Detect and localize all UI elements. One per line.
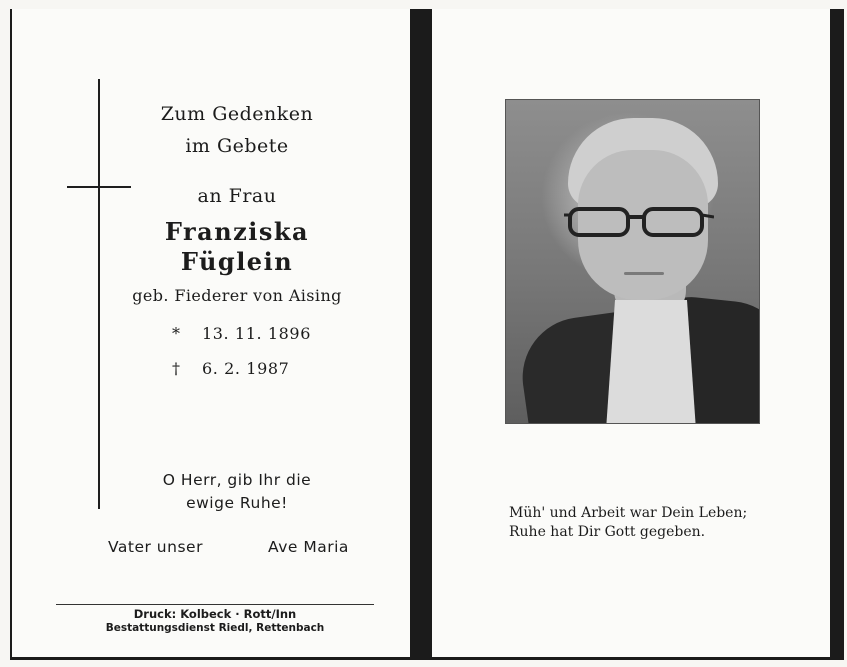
- birth-date: 13. 11. 1896: [202, 324, 311, 343]
- memorial-card-back: [432, 9, 830, 657]
- death-symbol: †: [172, 359, 181, 378]
- memorial-card-front: [12, 9, 410, 657]
- card-divider: [410, 9, 432, 659]
- prayer-hail-mary: Ave Maria: [268, 538, 349, 556]
- card-border-bottom: [10, 657, 844, 660]
- last-name: Füglein: [180, 247, 294, 276]
- printer-line: Druck: Kolbeck · Rott/Inn: [133, 607, 297, 621]
- prayer-line-1: O Herr, gib Ihr die: [162, 471, 312, 489]
- printer-divider: [56, 604, 374, 605]
- birth-date-row: [172, 324, 311, 343]
- death-date-row: [172, 359, 289, 378]
- verse-line-1: Müh' und Arbeit war Dein Leben;: [509, 505, 748, 521]
- first-name: Franziska: [164, 217, 310, 246]
- birth-symbol: *: [172, 324, 181, 343]
- prayer-our-father: Vater unser: [108, 538, 203, 556]
- recipient-line: an Frau: [197, 185, 277, 207]
- heading-line-2: im Gebete: [185, 135, 289, 157]
- card-border-right: [830, 9, 844, 659]
- portrait-photo: [505, 99, 760, 424]
- prayer-line-2: ewige Ruhe!: [186, 494, 288, 512]
- undertaker-line: Bestattungsdienst Riedl, Rettenbach: [105, 622, 325, 634]
- death-date: 6. 2. 1987: [202, 359, 290, 378]
- birth-info: geb. Fiederer von Aising: [132, 286, 342, 305]
- verse-line-2: Ruhe hat Dir Gott gegeben.: [509, 524, 706, 540]
- heading-line-1: Zum Gedenken: [160, 103, 314, 125]
